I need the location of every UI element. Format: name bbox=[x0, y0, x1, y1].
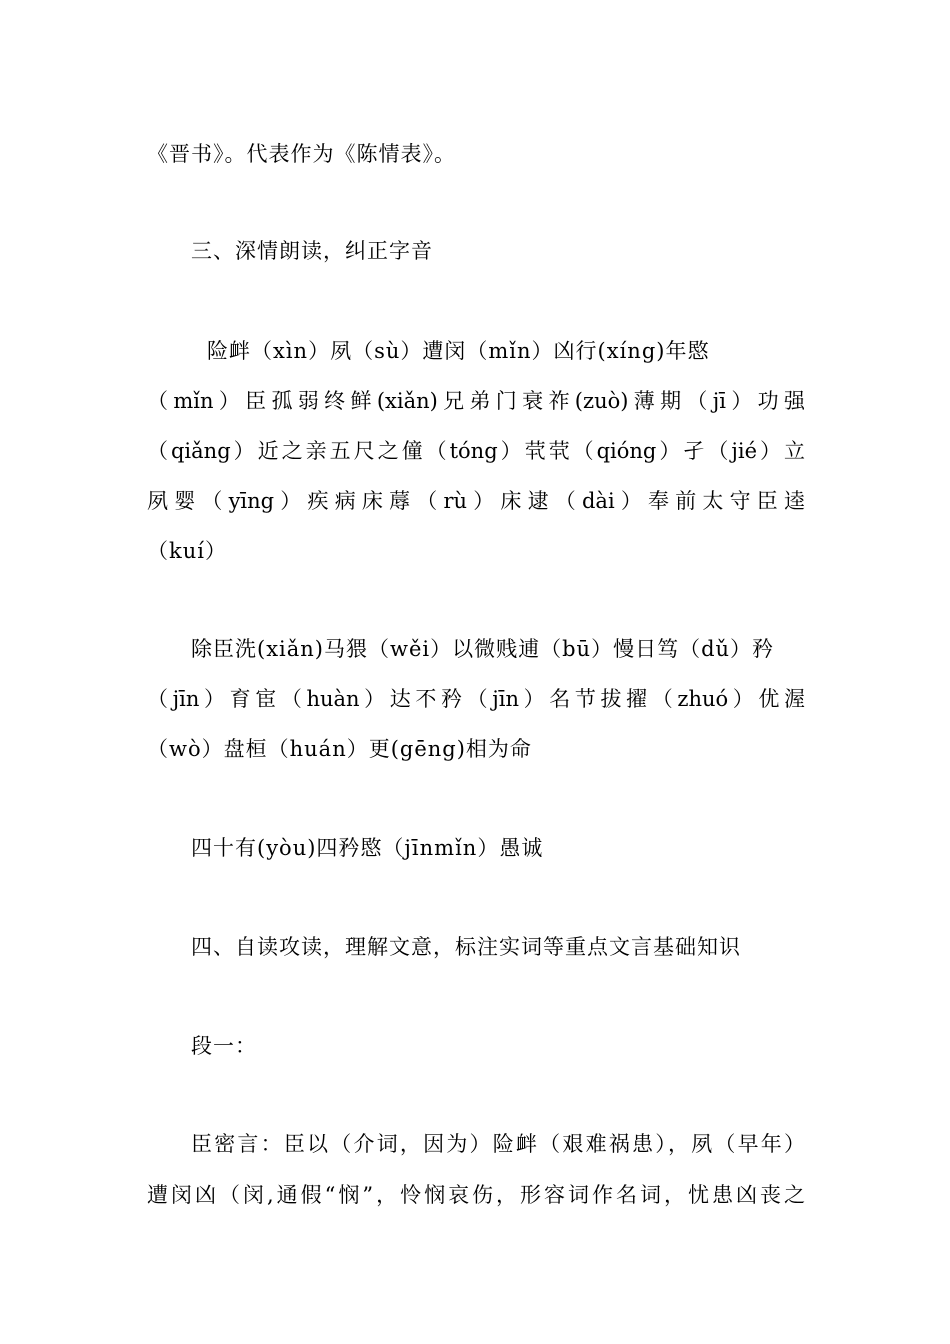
text-line: （wò）盘桓（huán）更(gēng)相为命 bbox=[147, 737, 532, 761]
paragraph-label: 段一： bbox=[191, 1034, 257, 1058]
section-heading: 三、深情朗读，纠正字音 bbox=[191, 239, 433, 263]
text-line: 险衅（xìn）夙（sù）遭闵（mǐn）凶行(xíng)年愍 bbox=[207, 339, 710, 363]
text-line: 除臣洗(xiǎn)马猥（wěi）以微贱逋（bū）慢日笃（dǔ）矜 bbox=[191, 637, 775, 661]
text-line: （jīn）育宦（huàn）达不矜（jīn）名节拔擢（zhuó）优渥 bbox=[147, 687, 805, 711]
text-line: 臣密言：臣以（介词，因为）险衅（艰难祸患），夙（早年） bbox=[191, 1132, 805, 1156]
text-line: 遭闵凶（闵,通假“悯”，怜悯哀伤，形容词作名词，忧患凶丧之 bbox=[147, 1183, 805, 1207]
text-line: 《晋书》。代表作为《陈情表》。 bbox=[147, 142, 456, 166]
text-line: 四十有(yòu)四矜愍（jīnmǐn）愚诚 bbox=[191, 836, 544, 860]
section-heading: 四、自读攻读，理解文意，标注实词等重点文言基础知识 bbox=[191, 935, 741, 959]
text-line: 夙婴（yīng）疾病床蓐（rù）床逮（dài）奉前太守臣逵 bbox=[147, 489, 805, 513]
text-line: （qiǎng）近之亲五尺之僮（tóng）茕茕（qióng）孑（jié）立 bbox=[147, 439, 805, 463]
text-line: （kuí） bbox=[147, 539, 227, 563]
text-line: （mǐn）臣孤弱终鲜(xiǎn)兄弟门衰祚(zuò)薄期（jī）功强 bbox=[147, 389, 805, 413]
